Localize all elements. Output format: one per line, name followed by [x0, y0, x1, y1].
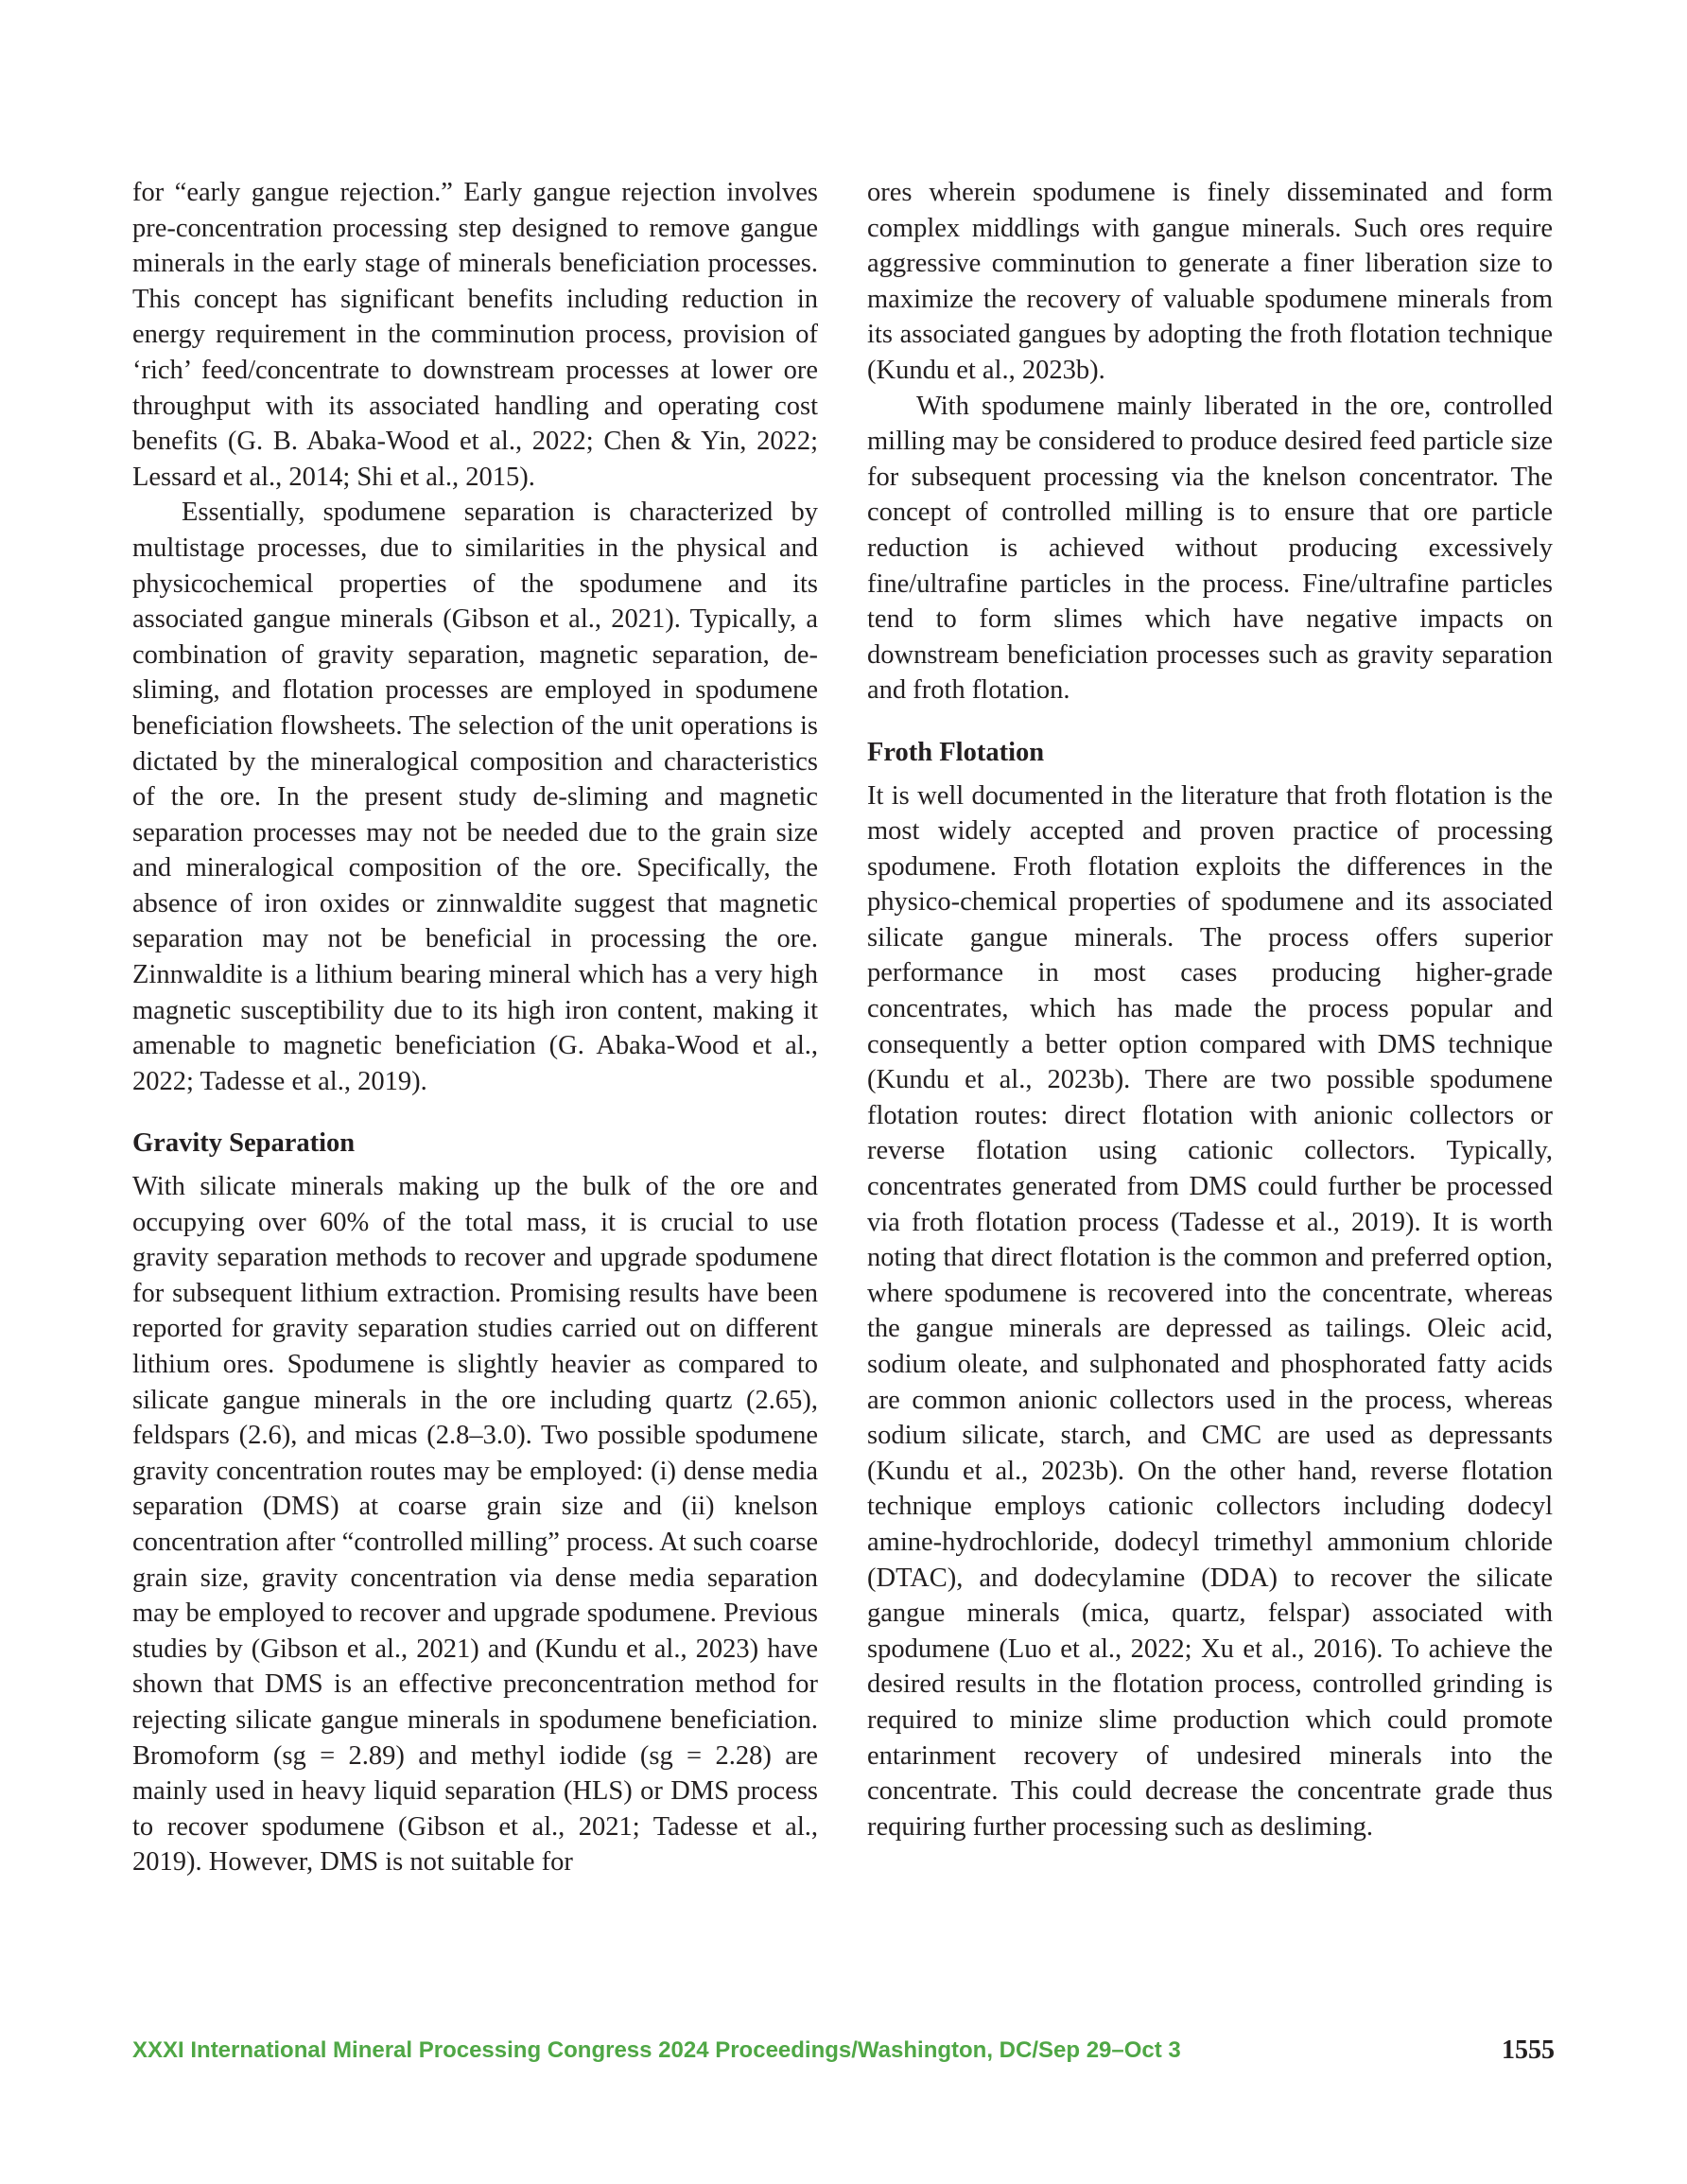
paragraph-spodumene-separation: Essentially, spodumene separation is characterized by multistage processes, due to similarities in the physical and physicochemical properties of the spodumene and its associated gangue minerals (Gibson et al., 2021). Typically, a combination of gravity separation, magnetic separation, de-sliming, and flotation processes are employed in spodumene beneficiation flowsheets. The selection of the unit operations is dictated by the mineralogical composition and characteristics of the ore. In the present study de-sliming and magnetic separation processes may not be needed due to the grain size and mineralogical composition of the ore. Specifically, the absence of iron oxides or zinnwaldite suggest that magnetic separation may not be beneficial in processing the ore. Zinnwaldite is a lithium bearing mineral which has a very high magnetic susceptibility due to its high iron content, making it amenable to magnetic beneficiation (G. Abaka-Wood et al., 2022; Tadesse et al., 2019). [132, 498, 818, 1096]
page-number: 1555 [1502, 2035, 1555, 2065]
paragraph-froth-flotation: It is well documented in the literature that froth flotation is the most widely accepted and proven practice of processing spodumene. Froth flotation exploits the differences in the physico-chemical properties of spodumene and its associated silicate gangue minerals. The process offers superior performance in most cases producing higher-grade concentrates, which has made the process popular and consequently a better option compared with DMS technique (Kundu et al., 2023b). There are two possible spodumene flotation routes: direct flotation with anionic collectors or reverse flotation using cationic collectors. Typically, concentrates generated from DMS could further be processed via froth flotation process (Tadesse et al., 2019). It is worth noting that direct flotation is the common and preferred option, where spodumene is recovered into the concentrate, whereas the gangue minerals are depressed as tailings. Oleic acid, sodium oleate, and sulphonated and phosphorated fatty acids are common anionic collectors used in the process, whereas sodium silicate, starch, and CMC are used as depressants (Kundu et al., 2023b). On the other hand, reverse flotation technique employs cationic collectors including dodecyl amine-hydrochloride, dodecyl trimethyl ammonium chloride (DTAC), and dodecylamine (DDA) to recover the silicate gangue minerals (mica, quartz, felspar) associated with spodumene (Luo et al., 2022; Xu et al., 2016). To achieve the desired results in the flotation process, controlled grinding is required to minize slime production which could promote entarinment recovery of undesired minerals into the concentrate. This could decrease the concentrate grade thus requiring further processing such as desliming. [867, 780, 1553, 1842]
page-footer [132, 2032, 1555, 2070]
right-column [867, 175, 1553, 1844]
paragraph-controlled-milling: With spodumene mainly liberated in the ore, controlled milling may be considered to produce desired feed particle size for subsequent processing via the knelson concentrator. The concept of controlled milling is to ensure that ore particle reduction is achieved without producing excessively fine/ultrafine particles in the process. Fine/ultrafine particles tend to form slimes which have negative impacts on downstream beneficiation processes such as gravity separation and froth flotation. [867, 391, 1553, 706]
left-column [132, 175, 818, 1880]
paragraph-early-gangue-rejection: for “early gangue rejection.” Early gangue rejection involves pre-concentration processing step designed to remove gangue minerals in the early stage of minerals beneficiation processes. This concept has significant benefits including reduction in energy requirement in the comminution process, provision of ‘rich’ feed/concentrate to downstream processes at lower ore throughput with its associated handling and operating cost benefits (G. B. Abaka-Wood et al., 2022; Chen & Yin, 2022; Lessard et al., 2014; Shi et al., 2015). [132, 178, 818, 492]
paragraph-fine-disseminated-ores: ores wherein spodumene is finely disseminated and form complex middlings with gangue minerals. Such ores require aggressive comminution to generate a finer liberation size to maximize the recovery of valuable spodumene minerals from its associated gangues by adopting the froth flotation technique (Kundu et al., 2023b). [867, 178, 1553, 385]
footer-proceedings-title: XXXI International Mineral Processing Congress 2024 Proceedings/Washington, DC/Sep 29–Oct 3 [132, 2037, 1181, 2063]
section-heading-gravity-separation: Gravity Separation [132, 1128, 356, 1159]
paragraph-gravity-separation: With silicate minerals making up the bulk of the ore and occupying over 60% of the total mass, it is crucial to use gravity separation methods to recover and upgrade spodumene for subsequent lithium extraction. Promising results have been reported for gravity separation studies carried out on different lithium ores. Spodumene is slightly heavier as compared to silicate gangue minerals in the ore including quartz (2.65), feldspars (2.6), and micas (2.8–3.0). Two possible spodumene gravity concentration routes may be employed: (i) dense media separation (DMS) at coarse grain size and (ii) knelson concentration after “controlled milling” process. At such coarse grain size, gravity concentration via dense media separation may be employed to recover and upgrade spodumene. Previous studies by (Gibson et al., 2021) and (Kundu et al., 2023) have shown that DMS is an effective preconcentration method for rejecting silicate gangue minerals in spodumene beneficiation. Bromoform (sg = 2.89) and methyl iodide (sg = 2.28) are mainly used in heavy liquid separation (HLS) or DMS process to recover spodumene (Gibson et al., 2021; Tadesse et al., 2019). However, DMS is not suitable for [132, 1172, 818, 1878]
section-heading-froth-flotation: Froth Flotation [867, 737, 1045, 767]
